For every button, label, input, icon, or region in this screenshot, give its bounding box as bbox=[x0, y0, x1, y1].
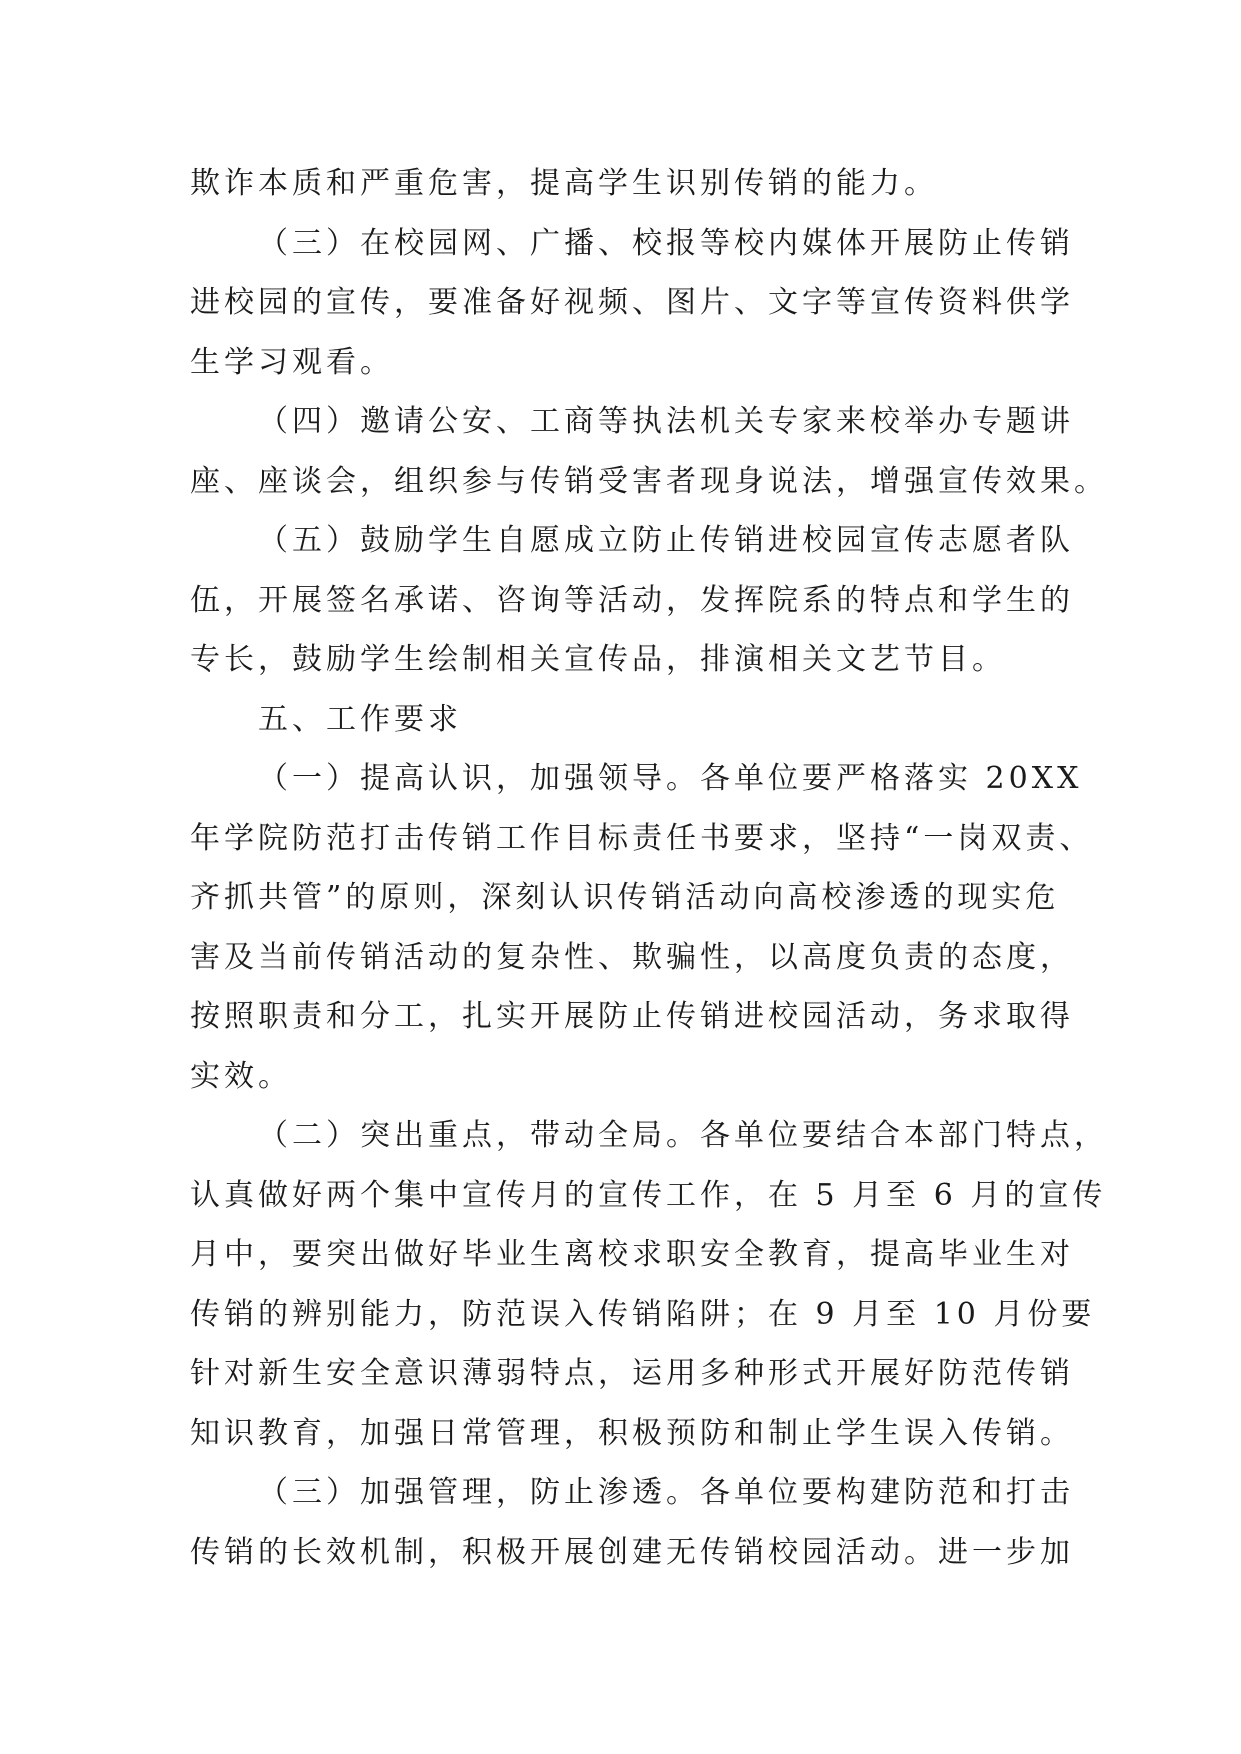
text-line: 生学习观看。 bbox=[190, 344, 394, 380]
text-line: 针对新生安全意识薄弱特点，运用多种形式开展好防范传销 bbox=[190, 1356, 1074, 1391]
text-line: 传销的长效机制，积极开展创建无传销校园活动。进一步加 bbox=[190, 1534, 1074, 1570]
text-line: 认真做好两个集中宣传月的宣传工作，在 5 月至 6 月的宣传 bbox=[190, 1177, 1107, 1213]
text-line: 座、座谈会，组织参与传销受害者现身说法，增强宣传效果。 bbox=[190, 463, 1108, 499]
text-line: 五、工作要求 bbox=[258, 701, 462, 737]
text-line: 进校园的宣传，要准备好视频、图片、文字等宣传资料供学 bbox=[190, 285, 1074, 320]
text-line: （四）邀请公安、工商等执法机关专家来校举办专题讲 bbox=[258, 404, 1074, 439]
text-line: 知识教育，加强日常管理，积极预防和制止学生误入传销。 bbox=[190, 1415, 1074, 1451]
body-text bbox=[190, 154, 1108, 1582]
text-line: （五）鼓励学生自愿成立防止传销进校园宣传志愿者队 bbox=[258, 523, 1074, 558]
text-line: （三）在校园网、广播、校报等校内媒体开展防止传销 bbox=[258, 225, 1074, 261]
text-line: 实效。 bbox=[190, 1058, 292, 1094]
text-line: （一）提高认识，加强领导。各单位要严格落实 20XX bbox=[258, 761, 1083, 796]
text-line: 专长，鼓励学生绘制相关宣传品，排演相关文艺节目。 bbox=[190, 642, 1006, 677]
text-line: 传销的辨别能力，防范误入传销陷阱；在 9 月至 10 月份要 bbox=[190, 1296, 1096, 1332]
text-line: 月中，要突出做好毕业生离校求职安全教育，提高毕业生对 bbox=[190, 1237, 1074, 1272]
text-line: （三）加强管理，防止渗透。各单位要构建防范和打击 bbox=[258, 1475, 1074, 1510]
text-line: 害及当前传销活动的复杂性、欺骗性，以高度负责的态度， bbox=[190, 939, 1074, 975]
text-line: 齐抓共管”的原则，深刻认识传销活动向高校渗透的现实危 bbox=[190, 880, 1060, 915]
text-line: 伍，开展签名承诺、咨询等活动，发挥院系的特点和学生的 bbox=[190, 582, 1074, 618]
text-line: 年学院防范打击传销工作目标责任书要求，坚持“一岗双责、 bbox=[190, 820, 1094, 856]
text-line: 欺诈本质和严重危害，提高学生识别传销的能力。 bbox=[190, 166, 938, 201]
text-line: （二）突出重点，带动全局。各单位要结合本部门特点， bbox=[258, 1118, 1108, 1153]
text-line: 按照职责和分工，扎实开展防止传销进校园活动，务求取得 bbox=[190, 999, 1074, 1034]
